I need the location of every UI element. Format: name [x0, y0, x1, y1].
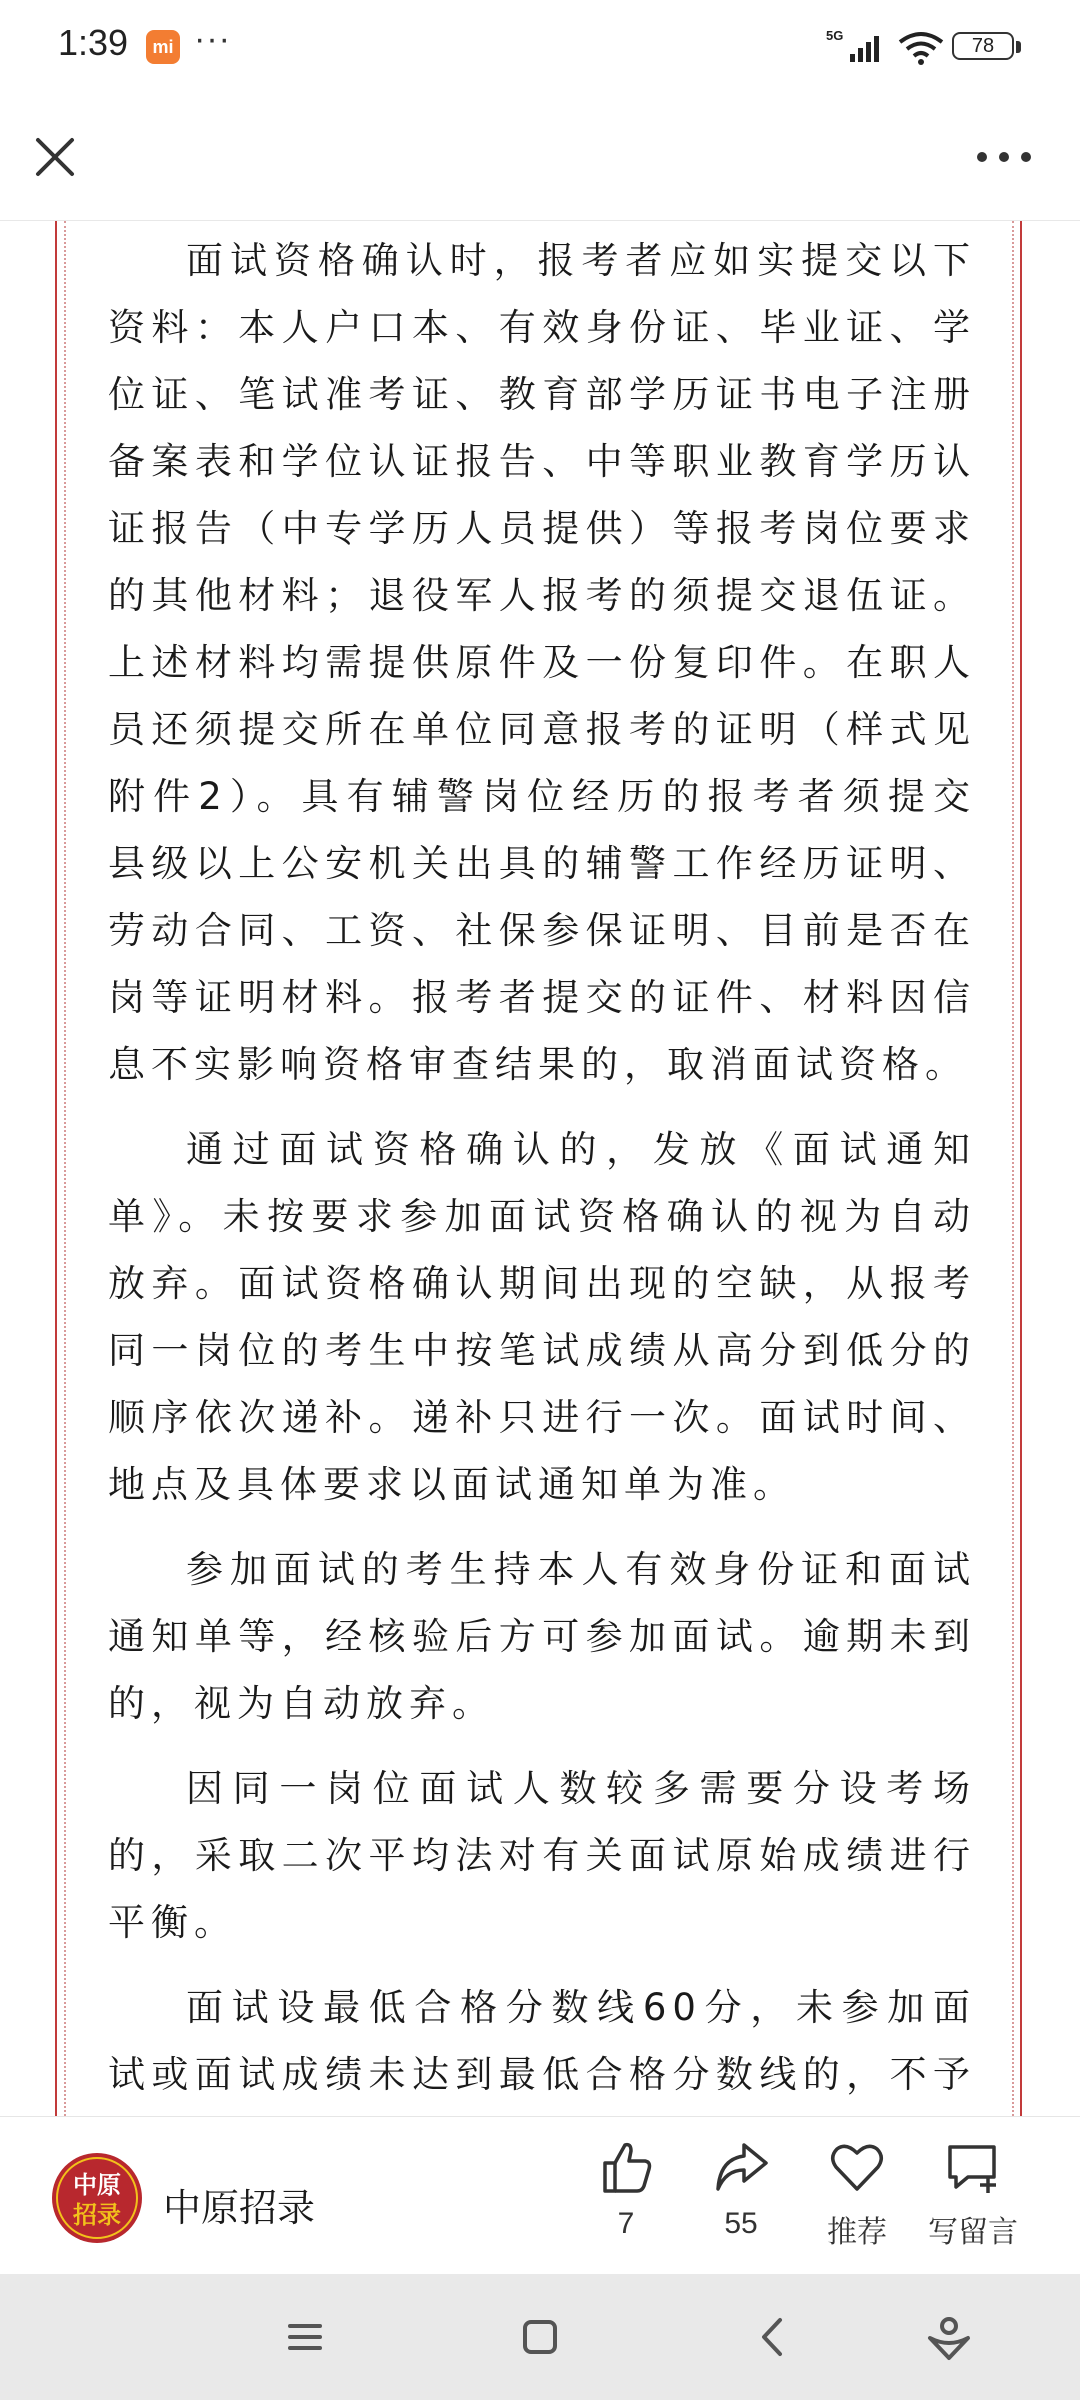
paragraph-score-balancing: 因同一岗位面试人数较多需要分设考场的，采取二次平均法对有关面试原始成绩进行平衡。: [108, 1767, 976, 1944]
comment-label: 写留言: [928, 2215, 1018, 2250]
assistant-icon[interactable]: [924, 2312, 974, 2362]
notification-overflow: ···: [194, 20, 231, 58]
menu-icon[interactable]: [280, 2312, 330, 2362]
status-bar: [0, 0, 1080, 96]
svg-text:招录: 招录: [73, 2201, 121, 2229]
recommend-button[interactable]: [802, 2139, 912, 2259]
battery-icon: [952, 32, 1024, 62]
wifi-icon: [896, 30, 946, 66]
close-icon[interactable]: [28, 130, 82, 184]
decorative-border-right: [1020, 221, 1022, 2116]
share-icon: [712, 2139, 770, 2195]
like-count: 7: [617, 2207, 635, 2240]
paragraph-interview-qualification: 面试资格确认时，报考者应如实提交以下资料：本人户口本、有效身份证、毕业证、学位证、笔试准考证、教育部学历证书电子注册备案表和学位认证报告、中等职业教育学历认证报告（中专学历人员提供）等报考岗位要求的其他材料；退役军人报考的须提交退伍证。上述材料均需提供原件及一份复印件。在职人员还须提交所在单位同意报考的证明（样式见附件2）。具有辅警岗位经历的报考者须提交县级以上公安机关出具的辅警工作经历证明、劳动合同、工资、社保参保证明、目前是否在岗等证明材料。报考者提交的证件、材料因信息不实影响资格审查结果的，取消面试资格。: [108, 239, 976, 1086]
account-name[interactable]: 中原招录: [163, 2186, 316, 2230]
mi-app-icon: mi: [146, 30, 180, 64]
comment-button[interactable]: [918, 2139, 1028, 2259]
system-navigation-bar: [0, 2274, 1080, 2400]
share-count: 55: [724, 2207, 758, 2240]
decorative-dotted-border-right: [1012, 221, 1014, 2116]
signal-icon: [826, 26, 886, 66]
decorative-dotted-border-left: [64, 221, 66, 2116]
decorative-border-left: [55, 221, 57, 2116]
network-type: 5G: [826, 28, 844, 43]
recommend-label: 推荐: [827, 2215, 887, 2250]
paragraph-interview-notice: 通过面试资格确认的，发放《面试通知单》。未按要求参加面试资格确认的视为自动放弃。面试资格确认期间出现的空缺，从报考同一岗位的考生中按笔试成绩从高分到低分的顺序依次递补。递补只进行一次。面试时间、地点及具体要求以面试通知单为准。: [108, 1128, 976, 1506]
thumbs-up-icon: [597, 2139, 655, 2195]
paragraph-interview-attendance: 参加面试的考生持本人有效身份证和面试通知单等，经核验后方可参加面试。逾期未到的，视为自动放弃。: [108, 1548, 976, 1725]
battery-level: 78: [952, 32, 1014, 60]
paragraph-passing-score: 面试设最低合格分数线60分，未参加面试或面试成绩未达到最低合格分数线的，不予: [108, 1986, 976, 2096]
heart-icon: [828, 2139, 886, 2195]
account-logo[interactable]: [52, 2153, 142, 2243]
comment-plus-icon: [944, 2139, 1002, 2195]
more-icon[interactable]: [972, 140, 1036, 174]
share-button[interactable]: [686, 2139, 796, 2259]
article-content: [108, 227, 976, 2193]
bottom-action-bar: [0, 2116, 1080, 2275]
top-nav: [0, 96, 1080, 221]
back-icon[interactable]: [748, 2312, 798, 2362]
status-time: 1:39: [58, 22, 129, 63]
like-button[interactable]: [571, 2139, 681, 2259]
svg-text:中原: 中原: [73, 2171, 121, 2199]
home-icon[interactable]: [515, 2312, 565, 2362]
article-body[interactable]: [0, 221, 1080, 2116]
account-logo-mark: [52, 2153, 142, 2243]
